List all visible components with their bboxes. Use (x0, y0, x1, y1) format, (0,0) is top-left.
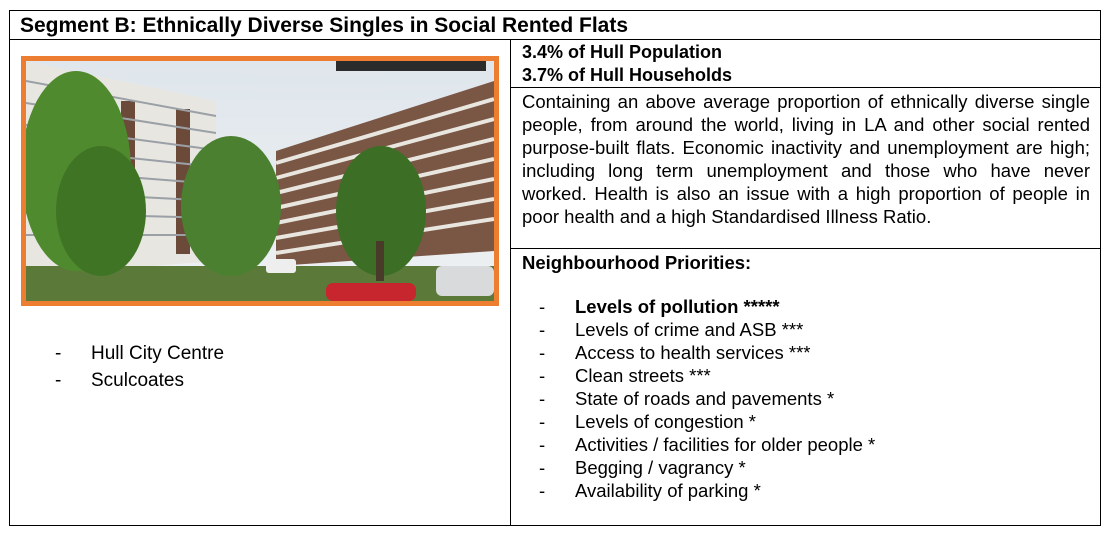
priority-label: Levels of congestion * (575, 411, 757, 432)
description-cell (511, 88, 1100, 249)
list-item (539, 410, 875, 433)
list-item (539, 456, 875, 479)
bullet: - (55, 343, 62, 364)
priority-label: Levels of crime and ASB *** (575, 319, 804, 340)
list-item (55, 340, 224, 367)
list-item (539, 387, 875, 410)
list-item (539, 318, 875, 341)
bullet: - (539, 319, 546, 340)
list-item (55, 367, 224, 394)
bullet: - (539, 457, 546, 478)
flats-photo-image (26, 61, 494, 301)
list-item (539, 364, 875, 387)
priority-label: Activities / facilities for older people * (575, 434, 876, 455)
list-item (539, 295, 875, 318)
priority-label: Clean streets *** (575, 365, 711, 386)
priority-label: Levels of pollution ***** (575, 296, 780, 317)
priorities-list (539, 295, 875, 502)
bullet: - (539, 296, 546, 317)
priority-label: Access to health services *** (575, 342, 811, 363)
bullet: - (55, 370, 62, 391)
bullet: - (539, 434, 546, 455)
segment-table (9, 10, 1101, 526)
priority-label: Begging / vagrancy * (575, 457, 746, 478)
left-column (10, 40, 510, 525)
priority-label: Availability of parking * (575, 480, 761, 501)
priorities-cell (511, 249, 1100, 525)
bullet: - (539, 480, 546, 501)
households-stat: 3.7% of Hull Households (522, 65, 733, 85)
bullet: - (539, 388, 546, 409)
population-stat: 3.4% of Hull Population (522, 42, 723, 62)
priorities-heading: Neighbourhood Priorities: (522, 252, 752, 273)
stats-cell (511, 40, 1100, 88)
area-list (55, 340, 224, 394)
title-row (10, 11, 1100, 40)
list-item (539, 479, 875, 502)
segment-title: Segment B: Ethnically Diverse Singles in Social Rented Flats (20, 14, 629, 37)
priority-label: State of roads and pavements * (575, 388, 835, 409)
area-label: Hull City Centre (91, 343, 225, 364)
segment-description: Containing an above average proportion of ethnically diverse single people, from around the world, living in LA and other social rented purpose-built flats. Economic inactivity and unemployment are high; including long term unemployment and those who have never worked. Health is also an issue with a high proportion of people in poor health and a high Standardised Illness Ratio. (522, 91, 1090, 227)
flats-photo (21, 56, 499, 306)
right-column (511, 40, 1100, 525)
bullet: - (539, 365, 546, 386)
area-label: Sculcoates (91, 370, 184, 391)
bullet: - (539, 342, 546, 363)
bullet: - (539, 411, 546, 432)
list-item (539, 433, 875, 456)
list-item (539, 341, 875, 364)
